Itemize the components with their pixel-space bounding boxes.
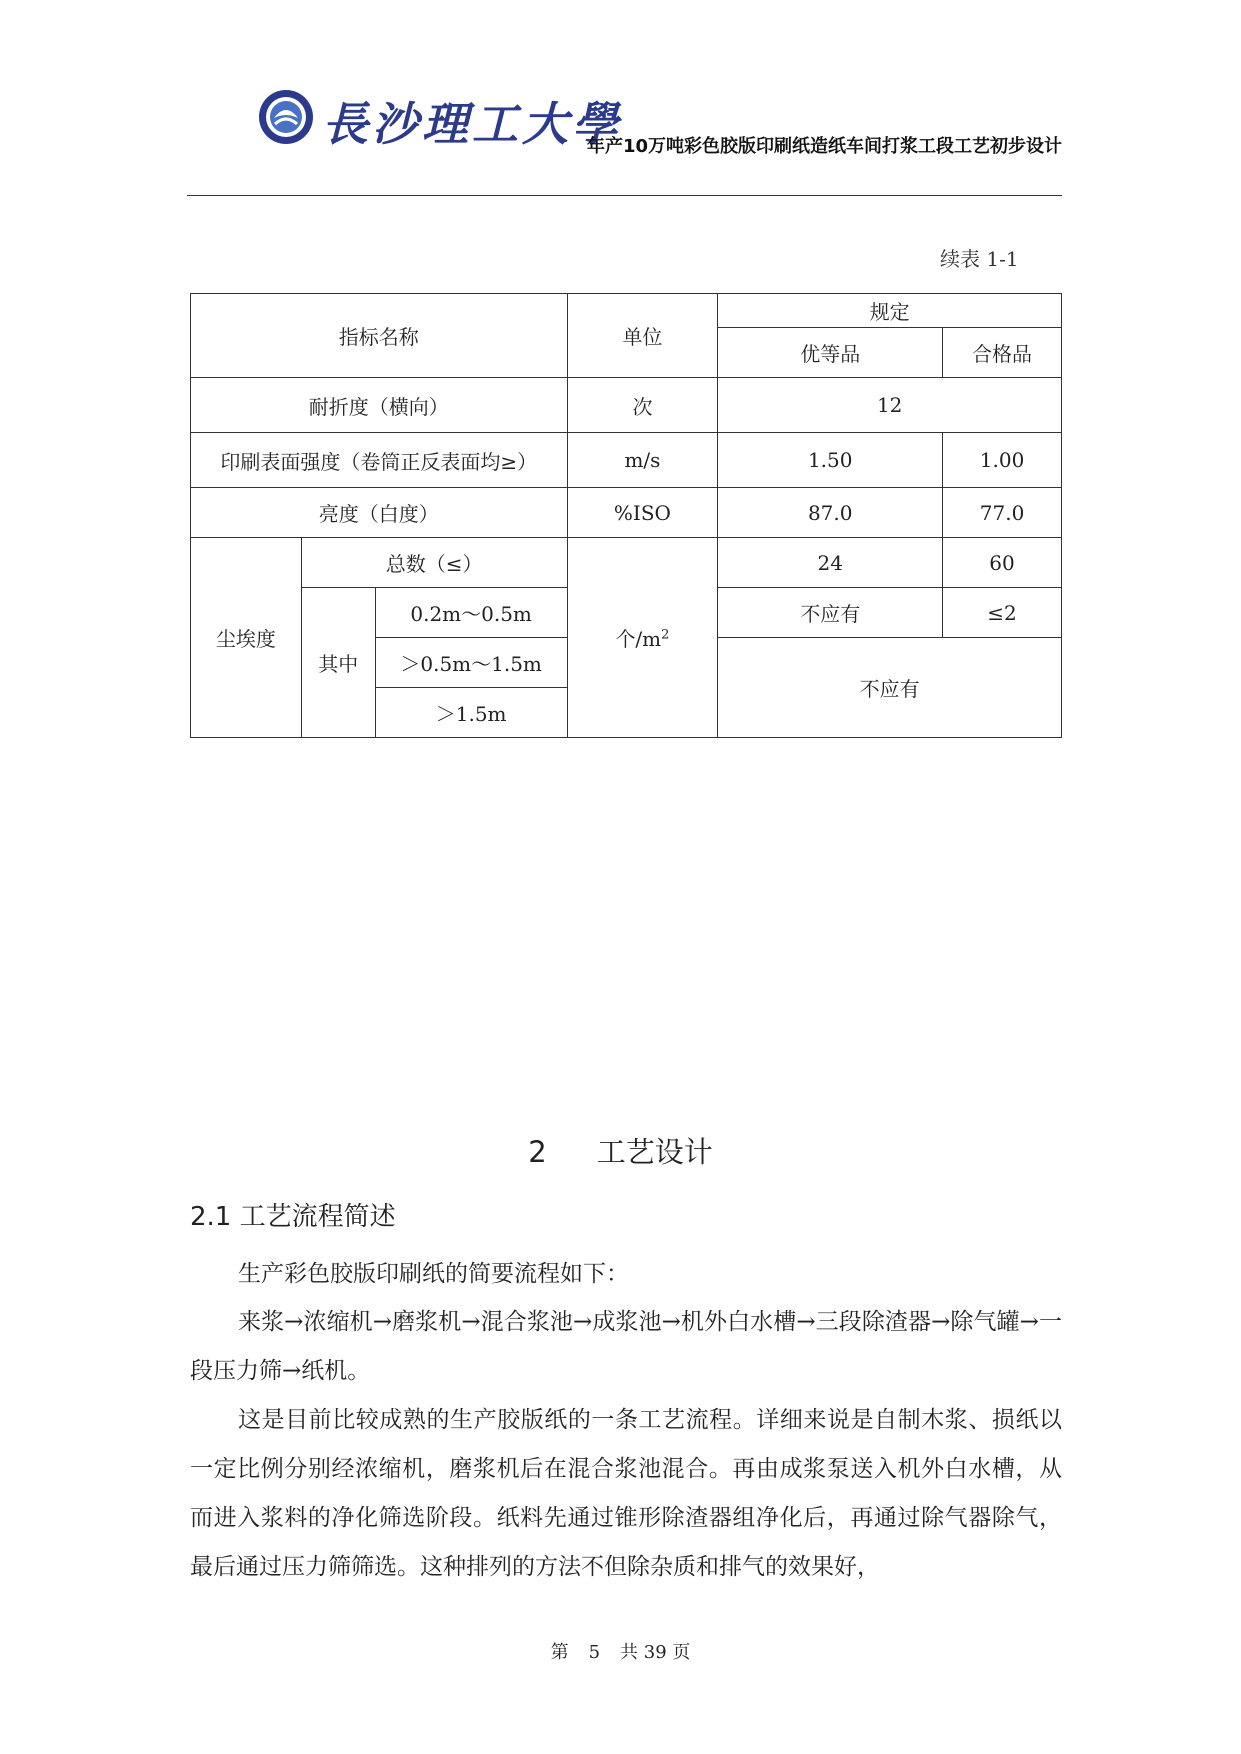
- page-footer: [0, 1638, 1241, 1664]
- header-spec: 规定: [718, 294, 1062, 328]
- dust-name: 尘埃度: [191, 538, 302, 738]
- table-row: [191, 378, 1062, 433]
- dust-unit: 个$/m^2$: [567, 538, 718, 738]
- row-folding-value: 12: [718, 378, 1062, 433]
- header-divider: [187, 195, 1062, 196]
- header-grade-superior: 优等品: [718, 328, 943, 378]
- row-printing-qualified: 1.00: [943, 433, 1062, 488]
- dust-range1-superior: 不应有: [718, 588, 943, 638]
- dust-total-superior: 24: [718, 538, 943, 588]
- chapter-heading: [0, 1130, 1241, 1171]
- university-seal-icon: [257, 88, 315, 146]
- row-brightness-unit: %ISO: [567, 488, 718, 538]
- row-printing-superior: 1.50: [718, 433, 943, 488]
- document-title: 年产10万吨彩色胶版印刷纸造纸车间打浆工段工艺初步设计: [586, 136, 1062, 157]
- table-row: [191, 488, 1062, 538]
- row-folding-name: 耐折度（横向）: [191, 378, 568, 433]
- row-brightness-qualified: 77.0: [943, 488, 1062, 538]
- table-caption: 续表 1-1: [940, 247, 1019, 271]
- dust-range-3: ＞1.5m: [375, 688, 567, 738]
- dust-of-which: 其中: [301, 588, 375, 738]
- page-label: 第: [550, 1642, 569, 1663]
- header-grade-qualified: 合格品: [943, 328, 1062, 378]
- row-printing-name: 印刷表面强度（卷筒正反表面均≥）: [191, 433, 568, 488]
- chapter-title: 工艺设计: [596, 1135, 713, 1169]
- body-paragraph-2: 来浆→浓缩机→磨浆机→混合浆池→成浆池→机外白水槽→三段除渣器→除气罐→一段压力筛→纸机。: [190, 1309, 1062, 1384]
- page-number: 5: [588, 1642, 601, 1663]
- row-brightness-superior: 87.0: [718, 488, 943, 538]
- dust-range23-value: 不应有: [718, 638, 1062, 738]
- spec-table: [190, 293, 1062, 738]
- dust-range-1: 0.2m～0.5m: [375, 588, 567, 638]
- table-row: [191, 538, 1062, 588]
- header-unit: 单位: [567, 294, 718, 378]
- section-heading: 2.1 工艺流程简述: [190, 1202, 396, 1232]
- table-row: [191, 433, 1062, 488]
- header-indicator: 指标名称: [191, 294, 568, 378]
- dust-total-label: 总数（≤）: [301, 538, 567, 588]
- dust-range-2: ＞0.5m～1.5m: [375, 638, 567, 688]
- chapter-number: 2: [528, 1135, 547, 1169]
- row-printing-unit: m/s: [567, 433, 718, 488]
- row-brightness-name: 亮度（白度）: [191, 488, 568, 538]
- dust-range1-qualified: ≤2: [943, 588, 1062, 638]
- body-paragraph-1: 生产彩色胶版印刷纸的简要流程如下：: [238, 1261, 629, 1287]
- total-pages: 共 39 页: [620, 1642, 691, 1663]
- body-paragraph-3: 这是目前比较成熟的生产胶版纸的一条工艺流程。详细来说是自制木浆、损纸以一定比例分别经浓缩机，磨浆机后在混合浆池混合。再由成浆泵送入机外白水槽，从而进入浆料的净化筛选阶段。纸料先通过锥形除渣器组净化后，再通过除气器除气，最后通过压力筛筛选。这种排列的方法不但除杂质和排气的效果好，: [190, 1407, 1062, 1580]
- university-name: 長沙理工大學: [322, 97, 622, 151]
- row-folding-unit: 次: [567, 378, 718, 433]
- page-header: [187, 84, 1062, 196]
- dust-total-qualified: 60: [943, 538, 1062, 588]
